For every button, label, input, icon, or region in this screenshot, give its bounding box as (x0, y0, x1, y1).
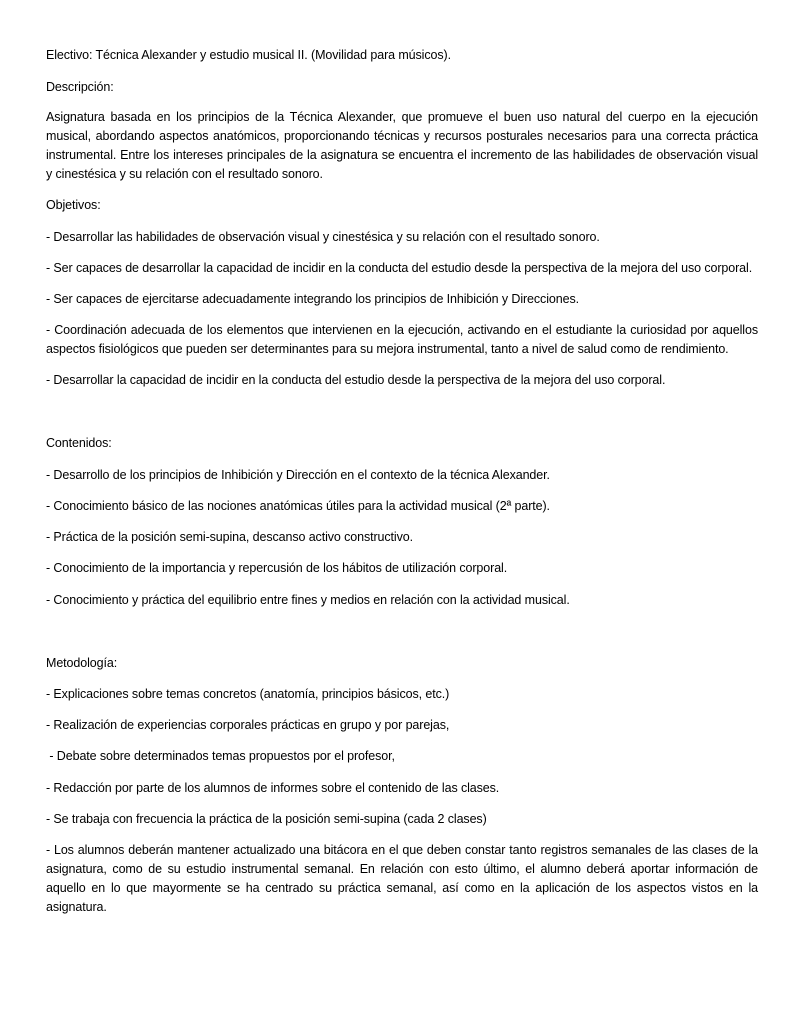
metodologia-item: - Debate sobre determinados temas propuestos por el profesor, (46, 749, 395, 763)
objetivo-item: - Coordinación adecuada de los elementos que intervienen en la ejecución, activando en el estudiante la curiosidad por aquellos aspectos fisiológicos que pueden ser determinantes para su mejora instrumental, tanto a nivel de salud como de rendimiento. (46, 323, 758, 356)
objetivo-item: - Ser capaces de desarrollar la capacidad de incidir en la conducta del estudio desde la perspectiva de la mejora del uso corporal. (46, 261, 753, 275)
objetivos-heading: Objetivos: (46, 198, 101, 212)
objetivo-item: - Ser capaces de ejercitarse adecuadamente integrando los principios de Inhibición y Direcciones. (46, 292, 579, 306)
descripcion-heading: Descripción: (46, 80, 114, 94)
contenidos-heading: Contenidos: (46, 436, 112, 450)
metodologia-item: - Se trabaja con frecuencia la práctica de la posición semi-supina (cada 2 clases) (46, 812, 487, 826)
contenido-item: - Conocimiento y práctica del equilibrio entre fines y medios en relación con la actividad musical. (46, 593, 570, 607)
contenido-item: - Conocimiento de la importancia y repercusión de los hábitos de utilización corporal. (46, 561, 508, 575)
document-title: Electivo: Técnica Alexander y estudio musical II. (Movilidad para músicos). (46, 48, 451, 62)
metodologia-item: - Los alumnos deberán mantener actualizado una bitácora en el que deben constar tanto registros semanales de las clases de la asignatura, como de su estudio instrumental semanal. En relación con esto último, el alumno deberá aportar información de aquello en lo que mayormente se ha centrado su práctica semanal, así como en la aplicación de los aspectos vistos en la asignatura. (46, 843, 758, 914)
metodologia-item: - Explicaciones sobre temas concretos (anatomía, principios básicos, etc.) (46, 687, 450, 701)
objetivo-item: - Desarrollar las habilidades de observación visual y cinestésica y su relación con el resultado sonoro. (46, 230, 600, 244)
objetivo-item: - Desarrollar la capacidad de incidir en la conducta del estudio desde la perspectiva de la mejora del uso corporal. (46, 373, 666, 387)
metodologia-item: - Realización de experiencias corporales prácticas en grupo y por parejas, (46, 718, 450, 732)
descripcion-text: Asignatura basada en los principios de la Técnica Alexander, que promueve el buen uso natural del cuerpo en la ejecución musical, abordando aspectos anatómicos, proporcionando técnicas y recursos posturales necesarios para una correcta práctica instrumental. Entre los intereses principales de la asignatura se encuentra el incremento de las habilidades de observación visual y cinestésica y su relación con el resultado sonoro. (46, 110, 758, 181)
contenido-item: - Desarrollo de los principios de Inhibición y Dirección en el contexto de la técnica Alexander. (46, 468, 550, 482)
metodologia-item: - Redacción por parte de los alumnos de informes sobre el contenido de las clases. (46, 781, 500, 795)
metodologia-heading: Metodología: (46, 656, 118, 670)
contenido-item: - Práctica de la posición semi-supina, descanso activo constructivo. (46, 530, 413, 544)
contenido-item: - Conocimiento básico de las nociones anatómicas útiles para la actividad musical (2ª parte). (46, 499, 550, 513)
